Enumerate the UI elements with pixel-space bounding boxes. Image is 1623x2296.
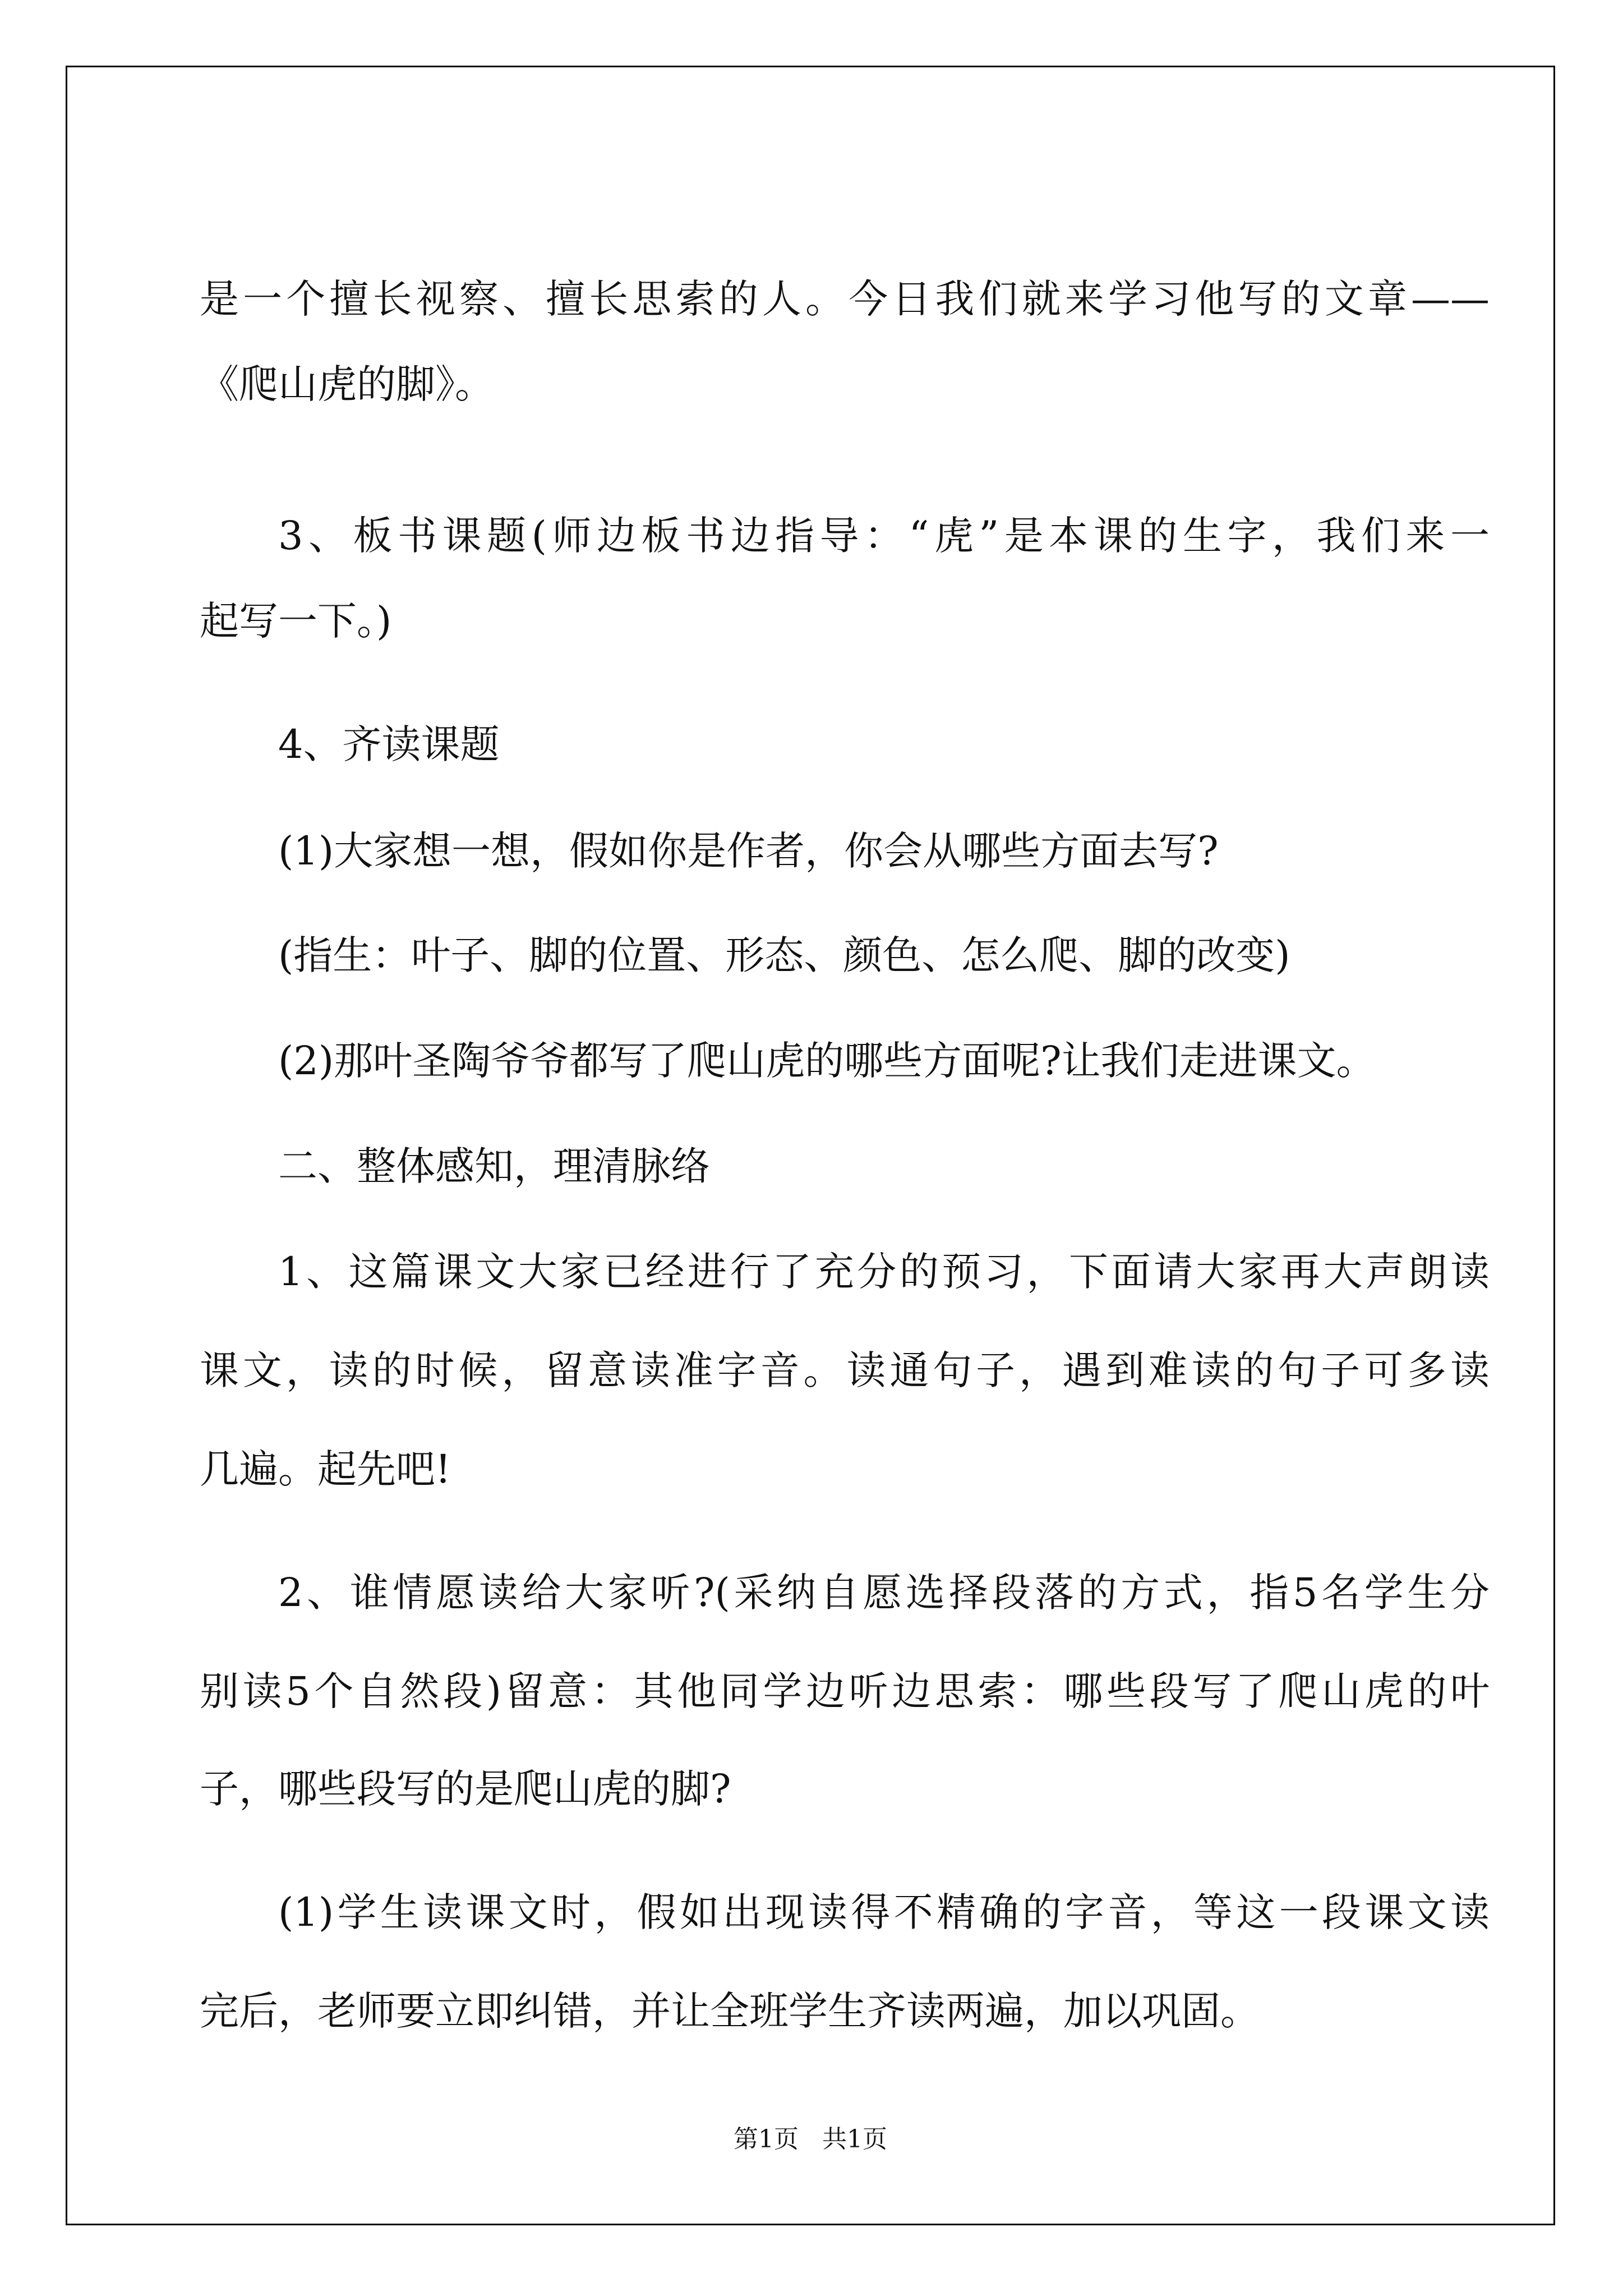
text-line: (1)大家想一想，假如你是作者，你会从哪些方面去写? (278, 828, 1219, 874)
text-line: (2)那叶圣陶爷爷都写了爬山虎的哪些方面呢?让我们走进课文。 (278, 1038, 1376, 1084)
page-frame (66, 66, 1555, 2225)
text-line: 是一个擅长视察、擅长思索的人。今日我们就来学习他写的文章—— (200, 276, 1490, 322)
text-line: 起写一下。) (200, 598, 392, 644)
text-line: 《爬山虎的脚》。 (200, 361, 494, 407)
page-footer: 第1页 共1页 (734, 2125, 887, 2154)
text-line: 子，哪些段写的是爬山虎的脚? (200, 1766, 731, 1812)
text-line: (指生：叶子、脚的位置、形态、颜色、怎么爬、脚的改变) (278, 932, 1290, 978)
text-line: 2、谁情愿读给大家听?(采纳自愿选择段落的方式，指5名学生分 (278, 1570, 1490, 1616)
text-line: 别读5个自然段)留意：其他同学边听边思索：哪些段写了爬山虎的叶 (200, 1668, 1490, 1714)
text-line: 几遍。起先吧! (200, 1446, 451, 1492)
text-line: 课文，读的时候，留意读准字音。读通句子，遇到难读的句子可多读 (200, 1347, 1490, 1393)
text-line: (1)学生读课文时，假如出现读得不精确的字音，等这一段课文读 (278, 1889, 1490, 1935)
text-line: 4、齐读课题 (278, 721, 500, 767)
text-line: 完后，老师要立即纠错，并让全班学生齐读两遍，加以巩固。 (200, 1988, 1260, 2034)
text-line: 1、这篇课文大家已经进行了充分的预习，下面请大家再大声朗读 (278, 1249, 1490, 1295)
document-body (67, 67, 1553, 2224)
text-line: 3、板书课题(师边板书边指导：“虎”是本课的生字，我们来一 (278, 513, 1490, 559)
section-heading: 二、整体感知，理清脉络 (278, 1143, 710, 1189)
